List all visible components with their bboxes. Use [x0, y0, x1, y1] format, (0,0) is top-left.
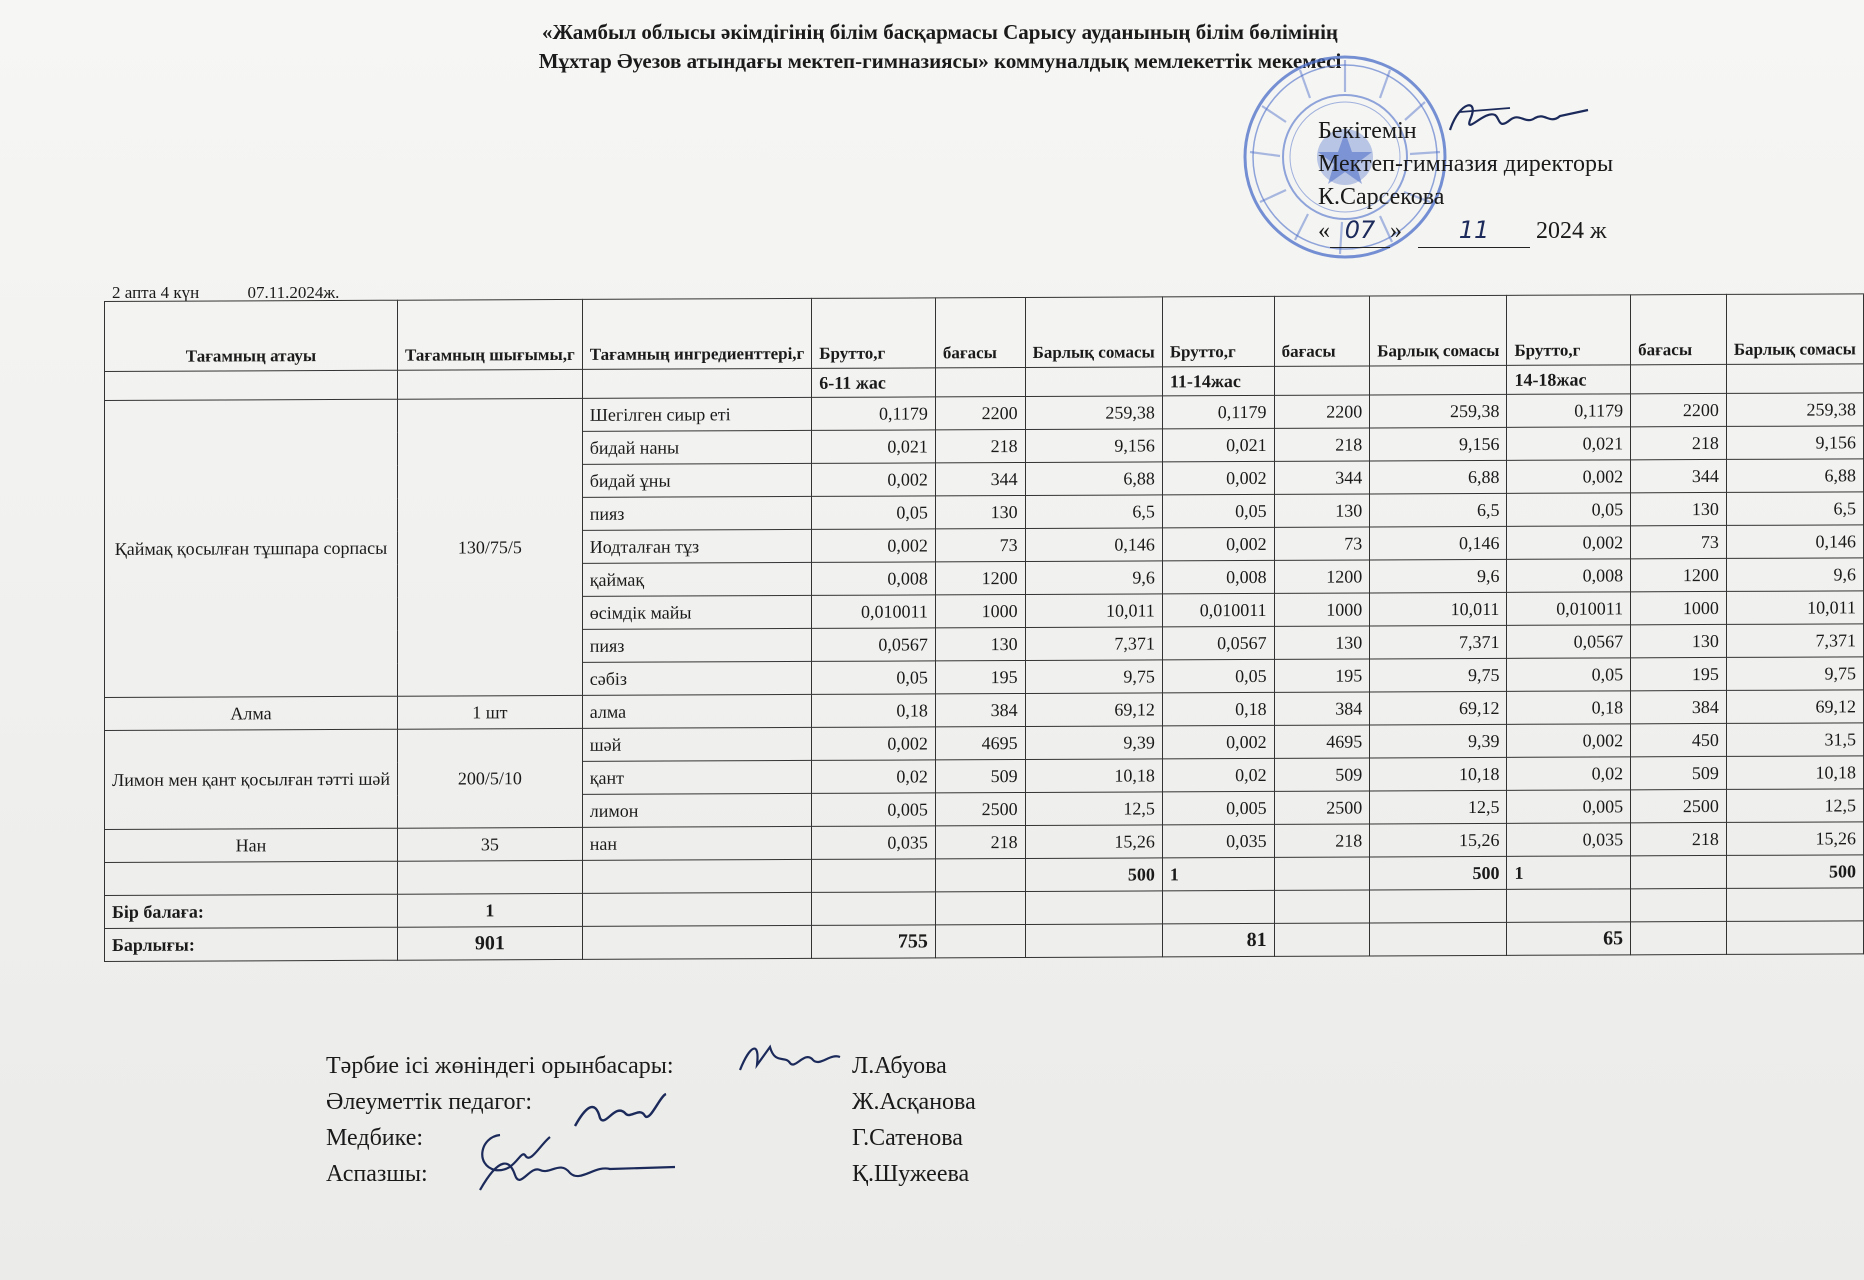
table-cell: 0,1179: [812, 397, 936, 431]
column-header: бағасы: [1631, 294, 1727, 364]
table-cell: 0,05: [1507, 658, 1631, 692]
date-close-quote: »: [1390, 218, 1402, 244]
table-cell: 218: [935, 825, 1025, 858]
table-cell: 1000: [1274, 593, 1370, 626]
table-cell: 9,75: [1726, 657, 1863, 691]
ingredient: пияз: [582, 496, 812, 530]
staff-role: Тәрбие ісі жөніндегі орынбасары:: [326, 1053, 674, 1079]
director-title: Мектеп-гимназия директоры: [1318, 151, 1614, 177]
table-cell: 0,05: [812, 661, 936, 695]
table-cell: 9,156: [1370, 427, 1507, 461]
table-cell: 0,005: [812, 793, 936, 827]
table-cell: 0,008: [1162, 560, 1274, 593]
table-cell: 9,6: [1025, 561, 1162, 595]
table-cell: 1: [1507, 856, 1631, 890]
ingredient: пияз: [582, 628, 812, 662]
table-cell: 218: [1631, 426, 1727, 459]
table-cell: 10,18: [1025, 759, 1162, 793]
table-cell: 0,021: [812, 430, 936, 464]
table-cell: 500: [1726, 855, 1863, 889]
table-cell: 344: [935, 462, 1025, 495]
table-cell: 15,26: [1025, 825, 1162, 859]
ingredient: нан: [582, 826, 812, 860]
staff-name: Г.Сатенова: [852, 1125, 963, 1151]
table-cell: 4695: [1274, 725, 1370, 758]
table-cell: 0,010011: [1162, 593, 1274, 626]
director-signature-icon: [1440, 90, 1590, 150]
table-cell: 1: [1162, 857, 1274, 890]
table-cell: 344: [1631, 459, 1727, 492]
table-cell: 218: [1631, 822, 1727, 855]
table-cell: 9,6: [1370, 559, 1507, 593]
table-cell: 0,002: [812, 727, 936, 761]
table-cell: 259,38: [1025, 396, 1162, 430]
table-cell: 500: [1370, 856, 1507, 890]
total-value: 755: [812, 925, 936, 959]
table-cell: 0,002: [1162, 725, 1274, 758]
column-header: Тағамның ингредиенттері,г: [582, 298, 812, 369]
table-cell: 509: [1631, 756, 1727, 789]
table-cell: 0,005: [1162, 791, 1274, 824]
table-cell: 0,18: [812, 694, 936, 728]
table-cell: 0,035: [812, 826, 936, 860]
column-header: бағасы: [935, 297, 1025, 367]
table-cell: 0,005: [1507, 790, 1631, 824]
ingredient: бидай наны: [582, 430, 812, 464]
table-cell: 73: [935, 528, 1025, 561]
table-cell: 130: [1631, 624, 1727, 657]
per-child-label: Бір балаға:: [105, 894, 398, 928]
table-cell: 130: [1274, 494, 1370, 527]
table-cell: 130: [1631, 492, 1727, 525]
table-cell: 130: [1274, 626, 1370, 659]
table-header-row: [105, 294, 1864, 372]
staff-role: Медбике:: [326, 1125, 424, 1151]
table-cell: 6,88: [1370, 460, 1507, 494]
table-cell: 69,12: [1370, 691, 1507, 725]
org-line-1: «Жамбыл облысы әкімдігінің білім басқармасы Сарысу ауданының білім бөлімінің: [541, 20, 1339, 44]
table-cell: 9,39: [1025, 726, 1162, 760]
approval-date: [1318, 214, 1613, 248]
staff-name: Қ.Шужеева: [852, 1161, 970, 1187]
table-cell: 0,146: [1370, 526, 1507, 560]
ingredient: өсімдік майы: [582, 595, 812, 629]
ingredient: шәй: [582, 727, 812, 761]
table-cell: 0,02: [812, 760, 936, 794]
table-cell: 0,002: [1507, 460, 1631, 494]
table-cell: 509: [935, 759, 1025, 792]
table-cell: 384: [1631, 690, 1727, 723]
table-cell: 73: [1631, 525, 1727, 558]
table-cell: 0,021: [1507, 427, 1631, 461]
table-cell: 12,5: [1025, 792, 1162, 826]
column-header: бағасы: [1274, 296, 1370, 366]
ingredient: Шегілген сиыр еті: [582, 397, 812, 431]
table-cell: 31,5: [1726, 723, 1863, 757]
total-value: 81: [1162, 923, 1274, 956]
table-cell: 0,002: [1162, 461, 1274, 494]
table-cell: 0,05: [1162, 659, 1274, 692]
table-cell: 0,035: [1162, 824, 1274, 857]
table-cell: 1000: [935, 594, 1025, 627]
table-cell: 500: [1025, 858, 1162, 892]
table-cell: 1200: [1274, 560, 1370, 593]
table-cell: 195: [1631, 657, 1727, 690]
approve-label: Бекітемін: [1318, 118, 1417, 144]
table-cell: 0,02: [1162, 758, 1274, 791]
table-cell: 0,008: [812, 562, 936, 596]
table-cell: 9,75: [1025, 660, 1162, 694]
table-cell: 2200: [1631, 393, 1727, 426]
menu-date: 07.11.2024ж.: [247, 283, 340, 302]
table-cell: 130: [935, 627, 1025, 660]
table-cell: 344: [1274, 461, 1370, 494]
table-cell: 0,002: [1507, 724, 1631, 758]
date-year: 2024 ж: [1536, 218, 1607, 244]
table-cell: 69,12: [1726, 690, 1863, 724]
table-cell: 1000: [1631, 591, 1727, 624]
column-header: Брутто,г: [1507, 295, 1631, 366]
table-cell: 9,39: [1370, 724, 1507, 758]
column-header: Барлық сомасы: [1370, 295, 1507, 366]
table-cell: 0,0567: [1507, 625, 1631, 659]
table-cell: 2500: [935, 792, 1025, 825]
table-cell: 15,26: [1726, 822, 1863, 856]
age-group: 14-18жас: [1507, 365, 1631, 395]
column-header: Тағамның шығымы,г: [397, 299, 582, 370]
table-cell: 0,008: [1507, 559, 1631, 593]
column-header: Тағамның атауы: [105, 300, 398, 371]
table-cell: 195: [935, 660, 1025, 693]
dish-yield: 200/5/10: [397, 728, 582, 828]
table-cell: 73: [1274, 527, 1370, 560]
table-cell: 450: [1631, 723, 1727, 756]
ingredient: сәбіз: [582, 661, 812, 695]
table-cell: 9,75: [1370, 658, 1507, 692]
total-value: 901: [397, 926, 582, 960]
week-day: 2 апта 4 күн: [112, 283, 200, 302]
date-open-quote: «: [1318, 218, 1330, 244]
ingredient: Иодталған тұз: [582, 529, 812, 563]
age-group: 6-11 жас: [812, 368, 936, 398]
table-cell: 6,88: [1025, 462, 1162, 496]
table-cell: 509: [1274, 758, 1370, 791]
total-label: Барлығы:: [105, 927, 398, 961]
table-cell: 259,38: [1726, 393, 1863, 427]
table-cell: 0,002: [1162, 527, 1274, 560]
column-header: Барлық сомасы: [1025, 297, 1162, 368]
table-cell: 0,0567: [812, 628, 936, 662]
org-line-2: Мұхтар Әуезов атындағы мектеп-гимназиясы» коммуналдық мемлекеттік мекемесі: [538, 49, 1342, 73]
dish-name: Алма: [105, 696, 398, 730]
staff-name: Л.Абуова: [852, 1053, 947, 1079]
ingredient: қаймақ: [582, 562, 812, 596]
per-child-value: 1: [397, 893, 582, 927]
table-cell: 7,371: [1370, 625, 1507, 659]
table-cell: 0,02: [1507, 757, 1631, 791]
table-cell: 0,0567: [1162, 626, 1274, 659]
table-cell: 1200: [1631, 558, 1727, 591]
table-cell: 12,5: [1370, 790, 1507, 824]
table-cell: 0,002: [812, 529, 936, 563]
signature-icon: [570, 1088, 670, 1136]
table-cell: 10,011: [1726, 591, 1863, 625]
table-cell: 12,5: [1726, 789, 1863, 823]
table-cell: 4695: [935, 726, 1025, 759]
ingredient: қант: [582, 760, 812, 794]
table-cell: 10,18: [1726, 756, 1863, 790]
table-cell: 2500: [1274, 791, 1370, 824]
table-cell: 130: [935, 495, 1025, 528]
table-cell: 0,05: [1507, 493, 1631, 527]
table-cell: 0,05: [812, 496, 936, 530]
total-row: [105, 921, 1864, 962]
table-cell: 10,011: [1025, 594, 1162, 628]
table-cell: 0,002: [812, 463, 936, 497]
table-cell: 195: [1274, 659, 1370, 692]
table-cell: 1200: [935, 561, 1025, 594]
table-cell: 15,26: [1370, 823, 1507, 857]
table-cell: 0,146: [1025, 528, 1162, 562]
table-cell: 218: [1274, 428, 1370, 461]
signature-icon: [470, 1145, 680, 1205]
signature-icon: [735, 1035, 845, 1085]
table-cell: 0,05: [1162, 494, 1274, 527]
table-cell: 69,12: [1025, 693, 1162, 727]
date-month: 11: [1418, 214, 1530, 248]
table-cell: 0,002: [1507, 526, 1631, 560]
dish-name: Қаймақ қосылған тұшпара сорпасы: [105, 399, 398, 697]
ingredient: лимон: [582, 793, 812, 827]
dish-name: Нан: [105, 828, 398, 862]
table-cell: 6,88: [1726, 459, 1863, 493]
table-cell: 2200: [1274, 395, 1370, 428]
table-cell: 2200: [935, 396, 1025, 429]
table-cell: 7,371: [1025, 627, 1162, 661]
staff-role: Әлеуметтік педагог:: [326, 1089, 532, 1115]
table-cell: 6,5: [1370, 493, 1507, 527]
table-cell: 9,6: [1726, 558, 1863, 592]
dish-name: Лимон мен қант қосылған тәтті шәй: [105, 729, 398, 829]
age-group: 11-14жас: [1162, 366, 1274, 395]
table-cell: 0,035: [1507, 823, 1631, 857]
table-cell: 2500: [1631, 789, 1727, 822]
ingredient: алма: [582, 694, 812, 728]
table-cell: 7,371: [1726, 624, 1863, 658]
dish-yield: 1 шт: [397, 695, 582, 729]
table-cell: 10,011: [1370, 592, 1507, 626]
staff-role: Аспазшы:: [326, 1161, 428, 1187]
table-cell: 384: [1274, 692, 1370, 725]
table-cell: 0,1179: [1507, 394, 1631, 428]
ingredient: бидай ұны: [582, 463, 812, 497]
column-header: Брутто,г: [1162, 296, 1274, 366]
table-cell: 0,010011: [812, 595, 936, 629]
staff-name: Ж.Асқанова: [852, 1089, 976, 1115]
table-cell: 0,18: [1507, 691, 1631, 725]
table-cell: 218: [1274, 824, 1370, 857]
director-name: К.Сарсекова: [1318, 184, 1445, 210]
table-cell: 259,38: [1370, 394, 1507, 428]
table-cell: 0,1179: [1162, 395, 1274, 428]
table-cell: 9,156: [1025, 429, 1162, 463]
menu-table: [104, 269, 1864, 962]
table-cell: 9,156: [1726, 426, 1863, 460]
table-cell: 0,010011: [1507, 592, 1631, 626]
column-header: Барлық сомасы: [1726, 294, 1863, 365]
table-cell: 10,18: [1370, 757, 1507, 791]
table-cell: 218: [935, 429, 1025, 462]
total-value: 65: [1507, 922, 1631, 956]
table-cell: 6,5: [1025, 495, 1162, 529]
table-cell: 0,18: [1162, 692, 1274, 725]
table-cell: 0,021: [1162, 428, 1274, 461]
table-cell: 0,146: [1726, 525, 1863, 559]
date-day: 07: [1330, 214, 1390, 248]
dish-yield: 130/75/5: [397, 398, 582, 696]
table-cell: 6,5: [1726, 492, 1863, 526]
dish-yield: 35: [397, 827, 582, 861]
table-cell: 384: [935, 693, 1025, 726]
column-header: Брутто,г: [812, 298, 936, 369]
